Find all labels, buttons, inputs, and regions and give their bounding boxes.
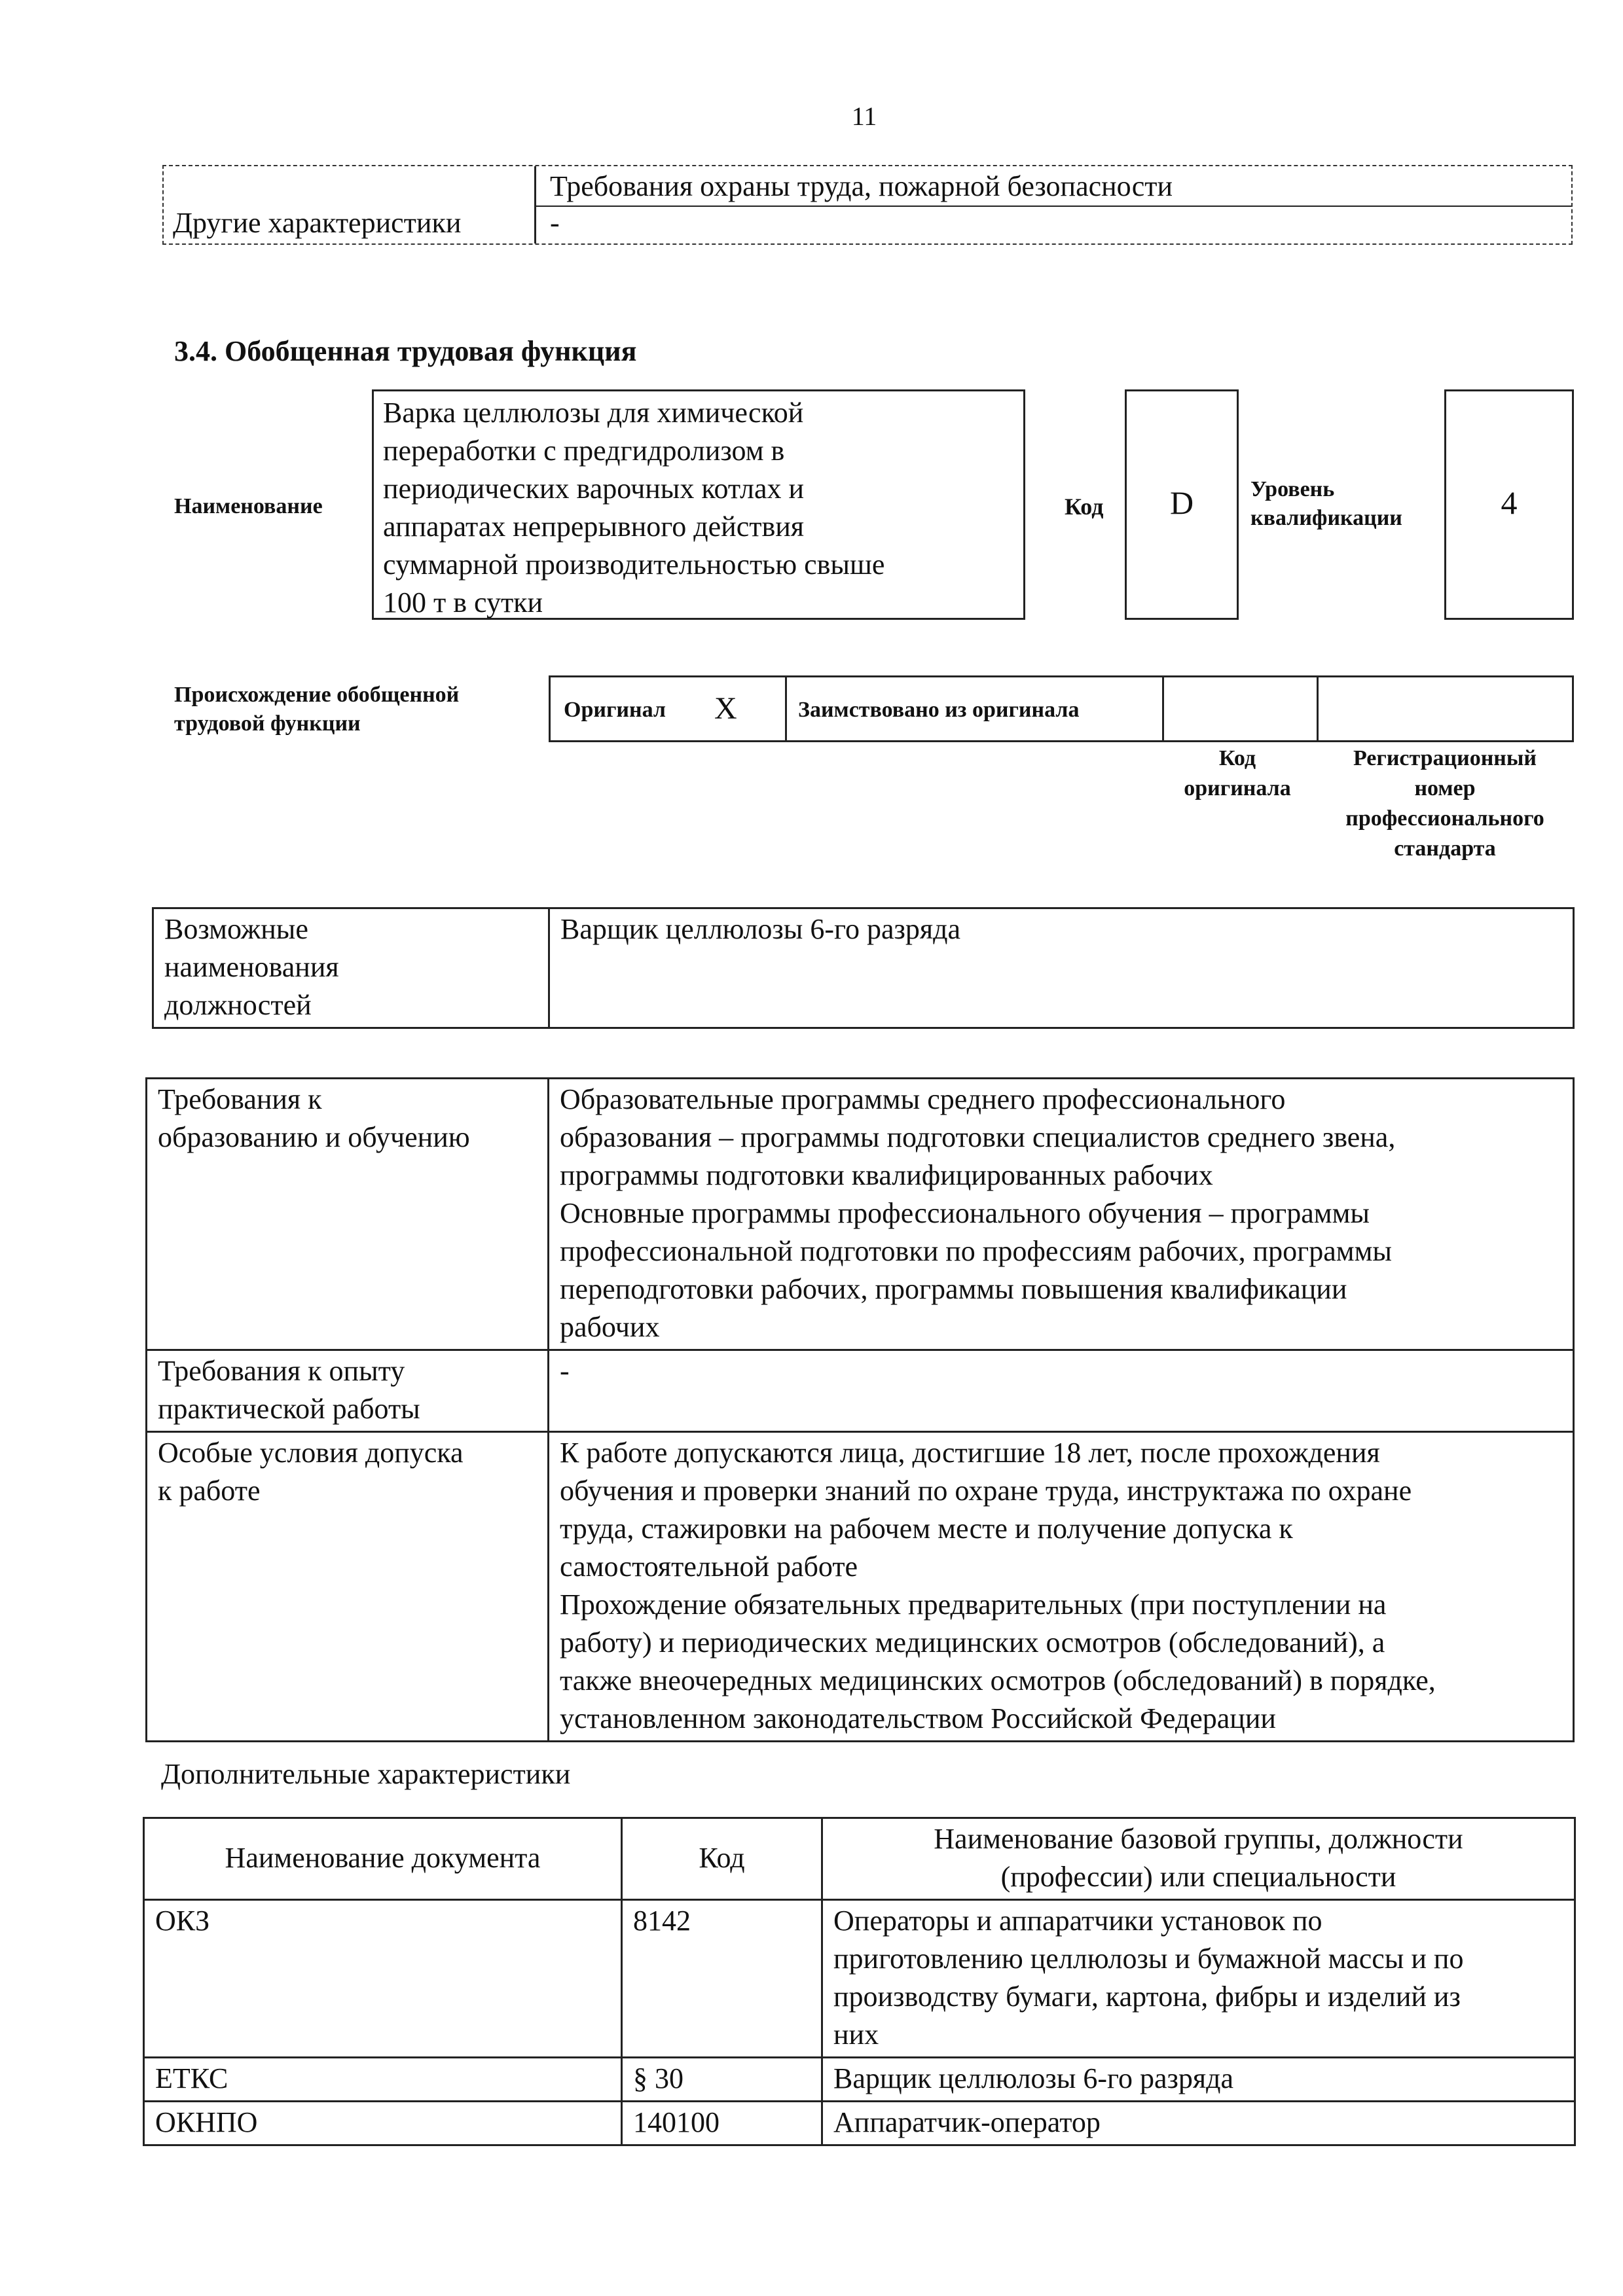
positions-value: Варщик целлюлозы 6-го разряда bbox=[549, 908, 1574, 1028]
function-name-line: 100 т в сутки bbox=[383, 586, 543, 619]
header-name bbox=[822, 1818, 1575, 1900]
label-line: наименования bbox=[164, 951, 339, 983]
name-line: приготовлению целлюлозы и бумажной массы и по bbox=[833, 1943, 1464, 1975]
function-name-line: аппаратах непрерывного действия bbox=[383, 511, 805, 543]
code-label: Код bbox=[1065, 493, 1104, 520]
origin-divider bbox=[1317, 677, 1319, 740]
table-row bbox=[153, 908, 1574, 1028]
top-table-row1-value: Требования охраны труда, пожарной безопасности bbox=[550, 170, 1173, 202]
value-line: профессиональной подготовки по профессиям рабочих, программы bbox=[560, 1235, 1392, 1267]
value-line: Образовательные программы среднего профессионального bbox=[560, 1083, 1286, 1115]
header-code: Код bbox=[622, 1818, 822, 1900]
label-line: Особые условия допуска bbox=[158, 1437, 464, 1469]
level-value: 4 bbox=[1501, 484, 1518, 521]
value-line: - bbox=[560, 1355, 570, 1387]
positions-label bbox=[153, 908, 549, 1028]
caption-line: Регистрационный bbox=[1353, 746, 1537, 770]
table-row bbox=[144, 1900, 1575, 2058]
name-line: Операторы и аппаратчики установок по bbox=[833, 1905, 1322, 1937]
cell-code: 8142 bbox=[622, 1900, 822, 2058]
caption-line: Код bbox=[1218, 746, 1256, 770]
cell-name bbox=[822, 2102, 1575, 2145]
cell-name bbox=[822, 2058, 1575, 2102]
label-line: образованию и обучению bbox=[158, 1121, 470, 1153]
cell-doc: ОКЗ bbox=[144, 1900, 622, 2058]
header-line: (профессии) или специальности bbox=[1000, 1861, 1396, 1893]
top-table-divider-h bbox=[534, 206, 1571, 207]
borrowed-label: Заимствовано из оригинала bbox=[798, 698, 1080, 722]
section-title: 3.4. Обобщенная трудовая функция bbox=[174, 335, 637, 367]
caption-line: номер bbox=[1414, 776, 1476, 800]
level-box bbox=[1444, 389, 1574, 620]
caption-line: оригинала bbox=[1184, 776, 1291, 800]
cell-code: § 30 bbox=[622, 2058, 822, 2102]
value-line: рабочих bbox=[560, 1311, 660, 1343]
value-line: Прохождение обязательных предварительных (при поступлении на bbox=[560, 1588, 1387, 1621]
label-line: Требования к опыту bbox=[158, 1355, 405, 1387]
table-header-row bbox=[144, 1818, 1575, 1900]
page-number: 11 bbox=[851, 101, 877, 131]
top-table-divider-v bbox=[534, 166, 536, 243]
requirement-label bbox=[147, 1432, 549, 1742]
table-row bbox=[147, 1432, 1574, 1742]
reg-number-caption bbox=[1317, 744, 1573, 864]
caption-line: стандарта bbox=[1394, 836, 1496, 861]
top-table bbox=[162, 165, 1573, 245]
level-label bbox=[1250, 475, 1402, 533]
additional-table bbox=[143, 1817, 1576, 2146]
requirement-label bbox=[147, 1350, 549, 1432]
cell-code: 140100 bbox=[622, 2102, 822, 2145]
requirement-value bbox=[549, 1432, 1574, 1742]
value-line: труда, стажировки на рабочем месте и получение допуска к bbox=[560, 1513, 1293, 1545]
level-label-line: Уровень bbox=[1250, 477, 1335, 501]
caption-line: профессионального bbox=[1345, 806, 1544, 831]
function-name-line: периодических варочных котлах и bbox=[383, 473, 805, 505]
origin-label-line: Происхождение обобщенной bbox=[174, 683, 460, 707]
value-line: также внеочередных медицинских осмотров (обследований) в порядке, bbox=[560, 1664, 1436, 1696]
label-line: к работе bbox=[158, 1475, 261, 1507]
header-line: Наименование базовой группы, должности bbox=[934, 1823, 1463, 1855]
top-table-label: Другие характеристики bbox=[173, 207, 462, 239]
name-line: Аппаратчик-оператор bbox=[833, 2106, 1101, 2138]
cell-name bbox=[822, 1900, 1575, 2058]
value-line: обучения и проверки знаний по охране труда, инструктажа по охране bbox=[560, 1475, 1412, 1507]
requirement-value bbox=[549, 1350, 1574, 1432]
origin-label-line: трудовой функции bbox=[174, 711, 361, 736]
requirements-table bbox=[145, 1077, 1575, 1742]
origin-divider bbox=[785, 677, 787, 740]
value-line: К работе допускаются лица, достигшие 18 лет, после прохождения bbox=[560, 1437, 1380, 1469]
table-row bbox=[147, 1079, 1574, 1350]
label-line: Возможные bbox=[164, 913, 308, 945]
name-line: Варщик целлюлозы 6-го разряда bbox=[833, 2062, 1234, 2094]
requirement-value bbox=[549, 1079, 1574, 1350]
value-line: программы подготовки квалифицированных рабочих bbox=[560, 1159, 1213, 1191]
name-line: производству бумаги, картона, фибры и изделий из bbox=[833, 1981, 1461, 2013]
label-line: Требования к bbox=[158, 1083, 322, 1115]
function-name-line: переработки с предгидролизом в bbox=[383, 435, 785, 467]
value-line: переподготовки рабочих, программы повышения квалификации bbox=[560, 1273, 1347, 1305]
cell-doc: ОКНПО bbox=[144, 2102, 622, 2145]
origin-label bbox=[174, 681, 459, 738]
positions-table bbox=[152, 907, 1575, 1029]
value-line: работу) и периодических медицинских осмотров (обследований), а bbox=[560, 1626, 1385, 1659]
origin-divider bbox=[1162, 677, 1164, 740]
code-value: D bbox=[1169, 484, 1194, 521]
cell-doc: ЕТКС bbox=[144, 2058, 622, 2102]
value-line: самостоятельной работе bbox=[560, 1551, 858, 1583]
code-original-caption bbox=[1160, 744, 1315, 804]
table-row bbox=[147, 1350, 1574, 1432]
function-name-line: суммарной производительностью свыше bbox=[383, 548, 885, 581]
function-name-line: Варка целлюлозы для химической bbox=[383, 397, 804, 429]
value-line: установленном законодательством Российской Федерации bbox=[560, 1702, 1276, 1734]
table-row bbox=[144, 2058, 1575, 2102]
value-line: образования – программы подготовки специалистов среднего звена, bbox=[560, 1121, 1396, 1153]
code-box bbox=[1125, 389, 1239, 620]
additional-title: Дополнительные характеристики bbox=[161, 1758, 571, 1790]
top-table-row2-value: - bbox=[550, 207, 560, 239]
header-doc: Наименование документа bbox=[144, 1818, 622, 1900]
original-label: Оригинал bbox=[564, 698, 666, 722]
level-label-line: квалификации bbox=[1250, 506, 1402, 530]
function-name-box bbox=[372, 389, 1025, 620]
label-line: практической работы bbox=[158, 1393, 420, 1425]
origin-table bbox=[549, 675, 1574, 742]
label-line: должностей bbox=[164, 989, 312, 1021]
name-line: них bbox=[833, 2018, 879, 2051]
requirement-label bbox=[147, 1079, 549, 1350]
value-line: Основные программы профессионального обучения – программы bbox=[560, 1197, 1370, 1229]
table-row bbox=[144, 2102, 1575, 2145]
original-mark: X bbox=[714, 691, 737, 726]
name-label: Наименование bbox=[174, 494, 323, 518]
